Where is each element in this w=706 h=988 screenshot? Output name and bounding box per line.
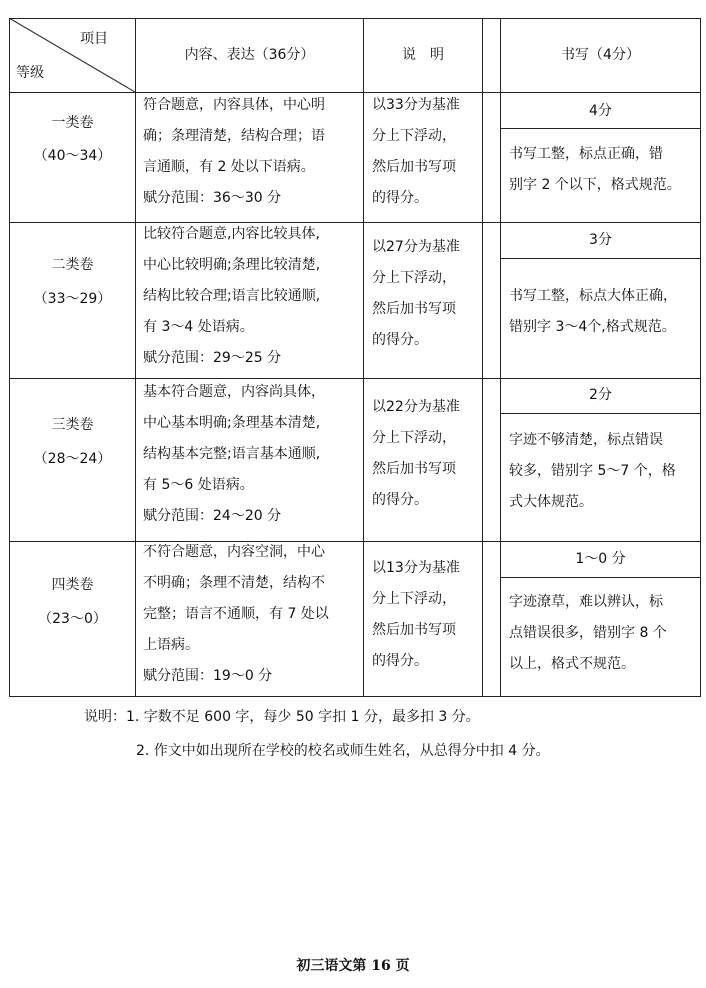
header-note-column: 说 明	[402, 47, 444, 63]
row-divider	[9, 378, 700, 379]
col-divider	[135, 18, 136, 697]
header-corner-top: 项目	[80, 31, 108, 47]
writing-score: 4分	[589, 103, 612, 119]
grade-label: 二类卷	[51, 257, 94, 273]
page-number-footer: 初三语文第 16 页	[296, 958, 410, 974]
writing-score: 1～0 分	[575, 551, 626, 567]
writing-subdivider	[500, 577, 700, 578]
writing-subdivider	[500, 128, 700, 129]
col-divider	[482, 18, 483, 697]
note-line-1: 说明：1. 字数不足 600 字，每少 50 字扣 1 分，最多扣 3 分。	[84, 709, 480, 725]
table-border-right	[700, 18, 701, 697]
writing-subdivider	[500, 258, 700, 259]
table-border-bottom	[9, 696, 700, 697]
col-divider	[363, 18, 364, 697]
writing-score: 3分	[589, 232, 612, 248]
grade-range: （40～34）	[33, 148, 112, 164]
row-divider	[9, 541, 700, 542]
writing-subdivider	[500, 413, 700, 414]
header-writing-column: 书写（4分）	[561, 47, 640, 63]
note-line-2: 2. 作文中如出现所在学校的校名或师生姓名，从总得分中扣 4 分。	[136, 743, 550, 759]
grade-label: 一类卷	[51, 115, 94, 131]
row-divider	[9, 222, 700, 223]
header-corner-bottom: 等级	[16, 65, 44, 81]
grade-label: 四类卷	[51, 577, 94, 593]
header-content-column: 内容、表达（36分）	[184, 47, 315, 63]
grade-label: 三类卷	[51, 417, 94, 433]
grade-range: （23～0）	[38, 611, 107, 627]
grade-range: （33～29）	[33, 291, 112, 307]
writing-score: 2分	[589, 387, 612, 403]
grade-range: （28～24）	[33, 451, 112, 467]
